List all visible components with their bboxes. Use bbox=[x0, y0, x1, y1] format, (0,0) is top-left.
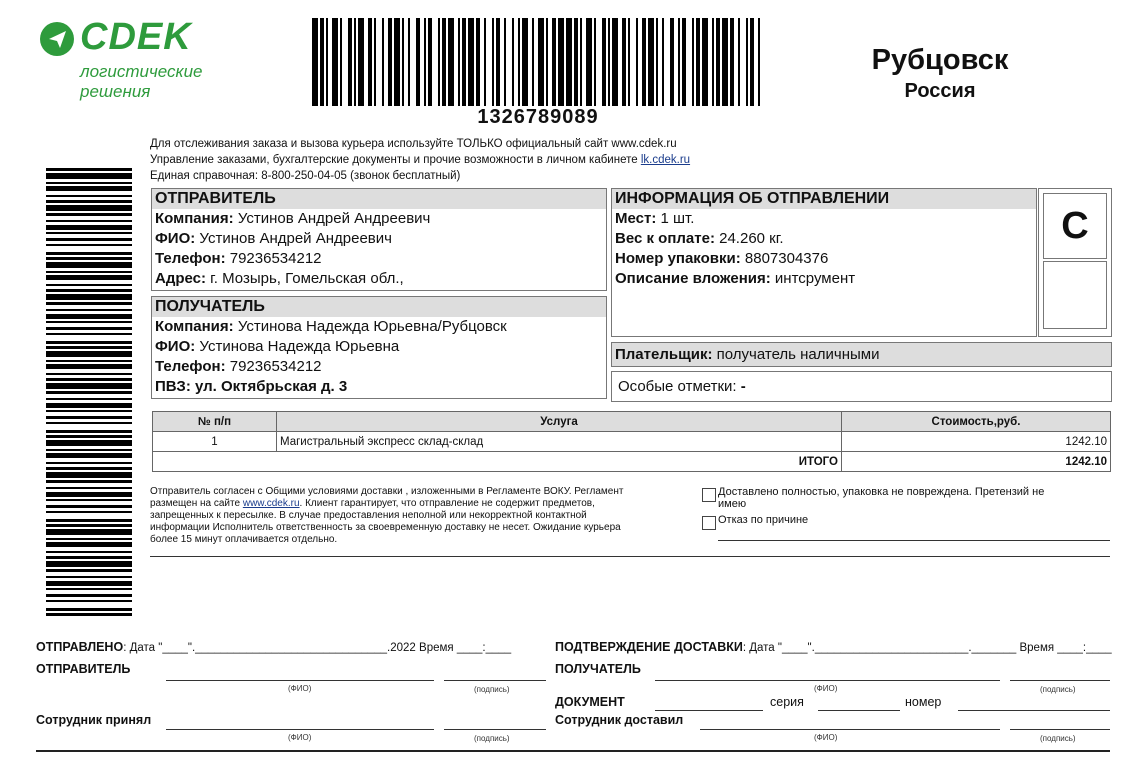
delivered-by-label: Сотрудник доставил bbox=[555, 713, 684, 727]
recipient-sign-line[interactable] bbox=[1010, 680, 1110, 681]
terms-line-2: размещен на сайте www.cdek.ru. Клиент гарантирует, что отправление не содержит предметов, bbox=[150, 498, 595, 509]
sender-phone: Телефон: 79236534212 bbox=[155, 250, 322, 267]
document-line[interactable] bbox=[655, 710, 763, 711]
total-label: ИТОГО bbox=[153, 452, 842, 472]
series-line[interactable] bbox=[818, 710, 900, 711]
terms-line-3: запрещенных к пересылке. В случае предоставления неполной или некорректной контактной bbox=[150, 510, 587, 521]
col-num-header: № п/п bbox=[153, 412, 277, 432]
shipment-weight: Вес к оплате: 24.260 кг. bbox=[615, 230, 784, 247]
info-line-3: Единая справочная: 8-800-250-04-05 (звонок бесплатный) bbox=[150, 170, 461, 182]
brand-subtitle-line2: решения bbox=[80, 82, 151, 101]
delivered-fio-caption: (ФИО) bbox=[814, 733, 838, 742]
accepted-fio-line[interactable] bbox=[166, 729, 434, 730]
cdek-site-link[interactable]: www.cdek.ru bbox=[242, 498, 300, 509]
accepted-sign-caption: (подпись) bbox=[474, 734, 510, 743]
recipient-fio: ФИО: Устинова Надежда Юрьевна bbox=[155, 338, 400, 355]
refusal-label: Отказ по причине bbox=[718, 514, 809, 526]
delivered-checkbox[interactable] bbox=[702, 488, 716, 502]
recipient-pvz: ПВЗ: ул. Октябрьская д. 3 bbox=[155, 378, 348, 395]
sender-address: Адрес: г. Мозырь, Гомельская обл., bbox=[155, 270, 404, 287]
sender-header: ОТПРАВИТЕЛЬ bbox=[152, 189, 606, 209]
table-row bbox=[153, 432, 1111, 452]
accepted-sign-line[interactable] bbox=[444, 729, 546, 730]
sender-fio-caption: (ФИО) bbox=[288, 684, 312, 693]
delivered-sign-line[interactable] bbox=[1010, 729, 1110, 730]
delivered-sign-caption: (подпись) bbox=[1040, 734, 1076, 743]
col-cost-header: Стоимость,руб. bbox=[842, 412, 1111, 432]
footer-recipient-label: ПОЛУЧАТЕЛЬ bbox=[555, 662, 641, 676]
delivered-fio-line[interactable] bbox=[700, 729, 1000, 730]
sender-box bbox=[151, 188, 607, 291]
shipment-info-box bbox=[611, 188, 1037, 337]
recipient-box bbox=[151, 296, 607, 399]
sender-fio-line[interactable] bbox=[166, 680, 434, 681]
refusal-line bbox=[718, 540, 1110, 541]
shipment-pack: Номер упаковки: 8807304376 bbox=[615, 250, 829, 267]
info-line-2 bbox=[150, 152, 690, 168]
confirm-row: ПОДТВЕРЖДЕНИЕ ДОСТАВКИ: Дата "____".________________________._______ Время ____:____ bbox=[555, 640, 1112, 654]
row-num: 1 bbox=[153, 432, 277, 452]
sender-fio: ФИО: Устинов Андрей Андреевич bbox=[155, 230, 392, 247]
total-value: 1242.10 bbox=[842, 452, 1111, 472]
info-line-2-text: Управление заказами, бухгалтерские документы и прочие возможности в личном кабинете bbox=[150, 154, 638, 166]
total-row bbox=[153, 452, 1111, 472]
row-service: Магистральный экспресс склад-склад bbox=[277, 432, 842, 452]
recipient-company: Компания: Устинова Надежда Юрьевна/Рубцовск bbox=[155, 318, 507, 335]
row-cost: 1242.10 bbox=[842, 432, 1111, 452]
accepted-fio-caption: (ФИО) bbox=[288, 733, 312, 742]
sent-row: ОТПРАВЛЕНО: Дата "____".______________________________.2022 Время ____:____ bbox=[36, 640, 512, 654]
shipment-header: ИНФОРМАЦИЯ ОБ ОТПРАВЛЕНИИ bbox=[612, 189, 1036, 209]
terms-text bbox=[150, 486, 698, 546]
recipient-fio-line[interactable] bbox=[655, 680, 1000, 681]
tracking-barcode bbox=[312, 18, 764, 106]
destination-city: Рубцовск bbox=[871, 44, 1009, 76]
shipment-places: Мест: 1 шт. bbox=[615, 210, 695, 227]
brand-subtitle-line1: логистические bbox=[80, 62, 203, 81]
cabinet-link[interactable]: lk.cdek.ru bbox=[640, 154, 691, 166]
info-block bbox=[150, 136, 690, 184]
services-table bbox=[152, 411, 1111, 472]
special-marks-line: Особые отметки: - bbox=[618, 378, 746, 395]
info-line-1: Для отслеживания заказа и вызова курьера используйте ТОЛЬКО официальный сайт www.cdek.ru bbox=[150, 138, 677, 150]
sender-company: Компания: Устинов Андрей Андреевич bbox=[155, 210, 431, 227]
document-label: ДОКУМЕНТ bbox=[555, 695, 625, 709]
brand-logo-text: СDEK bbox=[80, 16, 192, 58]
series-label: серия bbox=[770, 695, 804, 709]
accepted-label: Сотрудник принял bbox=[36, 713, 152, 727]
bottom-rule bbox=[36, 750, 1110, 752]
delivered-label: Доставлено полностью, упаковка не повреждена. Претензий не имею bbox=[718, 486, 1045, 510]
terms-line-5: более 15 минут оплачивается отдельно. bbox=[150, 534, 338, 545]
mode-letter: С bbox=[1043, 193, 1107, 259]
recipient-fio-caption: (ФИО) bbox=[814, 684, 838, 693]
tracking-number: 1326789089 bbox=[477, 106, 599, 128]
shipment-description: Описание вложения: интсрумент bbox=[615, 270, 856, 287]
payer-line: Плательщик: получатель наличными bbox=[615, 346, 880, 363]
number-line[interactable] bbox=[958, 710, 1110, 711]
recipient-sign-caption: (подпись) bbox=[1040, 685, 1076, 694]
footer-sender-label: ОТПРАВИТЕЛЬ bbox=[36, 662, 131, 676]
brand-subtitle bbox=[80, 62, 203, 102]
recipient-phone: Телефон: 79236534212 bbox=[155, 358, 322, 375]
mode-empty-cell bbox=[1043, 261, 1107, 329]
side-barcode bbox=[46, 168, 132, 616]
destination-country: Россия bbox=[904, 80, 976, 102]
terms-divider bbox=[150, 556, 1110, 557]
payer-box bbox=[611, 342, 1112, 367]
services-header-row bbox=[153, 412, 1111, 432]
mode-box bbox=[1038, 188, 1112, 337]
recipient-header: ПОЛУЧАТЕЛЬ bbox=[152, 297, 606, 317]
col-service-header: Услуга bbox=[277, 412, 842, 432]
refusal-checkbox[interactable] bbox=[702, 516, 716, 530]
terms-line-1: Отправитель согласен с Общими условиями доставки , изложенными в Регламенте ВОКУ. Регламент bbox=[150, 486, 624, 497]
sender-sign-caption: (подпись) bbox=[474, 685, 510, 694]
special-marks-box bbox=[611, 371, 1112, 402]
terms-line-4: информации Исполнитель ответственность за своевременную доставку не несет. Ожидание курьера bbox=[150, 522, 621, 533]
number-label: номер bbox=[905, 695, 942, 709]
cdek-logo-icon bbox=[40, 22, 74, 56]
sender-sign-line[interactable] bbox=[444, 680, 546, 681]
